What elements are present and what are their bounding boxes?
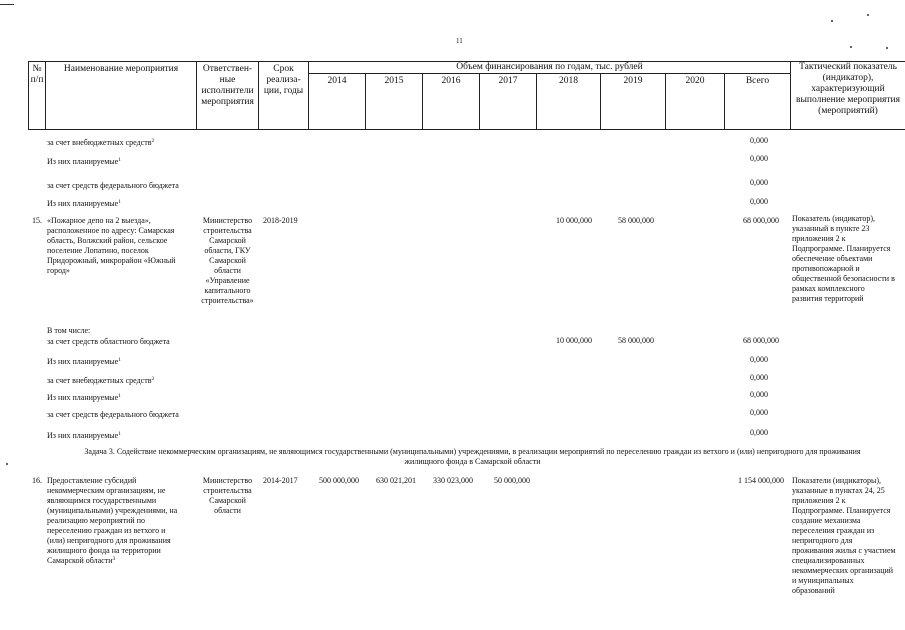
item16-executor: Министерство строительства Самарской области	[202, 476, 253, 515]
row-total: 0,000	[750, 178, 768, 187]
header-year-2018: 2018	[559, 76, 578, 86]
item16-total: 1 154 000,000	[738, 476, 784, 485]
header-col-name: Наименование мероприятия	[63, 64, 179, 74]
task3-heading: Задача 3. Содействие некоммерческим организациям, не являющимся государственными (муниципальными) учреждениями, в реализации мероприятий по переселению граждан из ветхого и (или) непригодного для проживания жилищного фонда в Самарской области	[84, 447, 861, 466]
item15-regional-total: 68 000,000	[743, 336, 779, 345]
row-label: за счет средств федерального бюджета	[47, 181, 179, 190]
header-total: Всего	[745, 76, 770, 86]
item16-term: 2014-2017	[263, 476, 298, 485]
row-label: Из них планируемые$^1$	[47, 431, 121, 440]
header-year-2019: 2019	[623, 76, 643, 86]
row-label: за счет внебюджетных средств$^2$	[47, 376, 155, 385]
scan-speck	[886, 47, 888, 49]
item15-intro: В том числе:	[47, 326, 91, 335]
item15-2018: 10 000,000	[556, 216, 592, 225]
header-col-funding: Объем финансирования по годам, тыс. рублей	[456, 62, 643, 72]
row-total: 0,000	[750, 136, 768, 145]
header-year-2015: 2015	[384, 76, 404, 86]
item15-executor: Министерство строительства Самарской области, ГКУ Самарской области «Управление капитального строительства»	[201, 216, 254, 305]
row-label: Из них планируемые$^1$	[47, 357, 121, 366]
item16-2015: 630 021,201	[376, 476, 416, 485]
item16-indicator: Показатели (индикаторы), указанные в пунктах 24, 25 приложения 2 к Подпрограмме. Планируется создание механизма переселения граждан из непригодного для проживания жилья с участием специализированных некоммерческих организаций и муниципальных образований	[792, 476, 896, 595]
header-year-2017: 2017	[498, 76, 518, 86]
header-year-2016: 2016	[441, 76, 461, 86]
scan-speck	[867, 14, 869, 16]
row-total: 0,000	[750, 154, 768, 163]
years-divider	[308, 73, 790, 74]
item16-2017: 50 000,000	[494, 476, 530, 485]
item15-name: «Пожарное депо на 2 выезда», расположенное по адресу: Самарская область, Волжский район, сельское поселение Лопатино, поселок Придорожный, микрорайон «Южный город»	[47, 216, 176, 275]
row-total: 0,000	[750, 390, 768, 399]
row-total: 0,000	[750, 355, 768, 364]
row-label: за счет средств федерального бюджета	[47, 410, 179, 419]
item16-2016: 330 023,000	[433, 476, 473, 485]
item15-regional-2018: 10 000,000	[556, 336, 592, 345]
item15-number: 15.	[32, 216, 42, 225]
row-label: за счет внебюджетных средств$^2$	[47, 138, 155, 147]
item16-number: 16.	[32, 476, 42, 485]
item15-regional-2019: 58 000,000	[618, 336, 654, 345]
header-col-term: Срок реализа- ции, годы	[263, 64, 304, 96]
item16-name: Предоставление субсидий некоммерческим организациям, не являющимся государственными (муниципальными) учреждениями, на реализацию мероприятий по переселению граждан из ветхого и (или) непригодного для проживания жилищного фонда на территории Самарской области$^3$	[47, 476, 178, 565]
row-total: 0,000	[750, 373, 768, 382]
row-label: Из них планируемые$^1$	[47, 393, 121, 402]
item15-regional-label: за счет средств областного бюджета	[47, 337, 170, 346]
header-col-no: № п/п	[30, 64, 44, 85]
scan-speck	[850, 46, 852, 48]
row-label: Из них планируемые$^1$	[47, 157, 121, 166]
row-total: 0,000	[750, 197, 768, 206]
scan-speck	[6, 463, 8, 465]
item15-2019: 58 000,000	[618, 216, 654, 225]
row-label: Из них планируемые$^1$	[47, 199, 121, 208]
header-bottom-border	[28, 129, 905, 130]
header-year-2014: 2014	[327, 76, 347, 86]
page-number: 11	[456, 37, 463, 45]
scan-speck	[831, 20, 833, 22]
row-total: 0,000	[750, 428, 768, 437]
item16-2014: 500 000,000	[319, 476, 359, 485]
row-total: 0,000	[750, 408, 768, 417]
scan-speck	[0, 4, 14, 5]
item15-term: 2018-2019	[263, 216, 298, 225]
header-col-indicator: Тактический показатель (индикатор), характеризующий выполнение мероприятия (мероприятий)	[796, 62, 900, 116]
header-col-executor: Ответствен- ные исполнители мероприятия	[201, 64, 254, 107]
header-year-2020: 2020	[685, 76, 705, 86]
item15-total: 68 000,000	[743, 216, 779, 225]
item15-indicator: Показатель (индикатор), указанный в пункте 23 приложения 2 к Подпрограмме. Планируется обеспечение объектами противопожарной и общественной безопасности в рамках комплексного развития территорий	[792, 214, 895, 303]
